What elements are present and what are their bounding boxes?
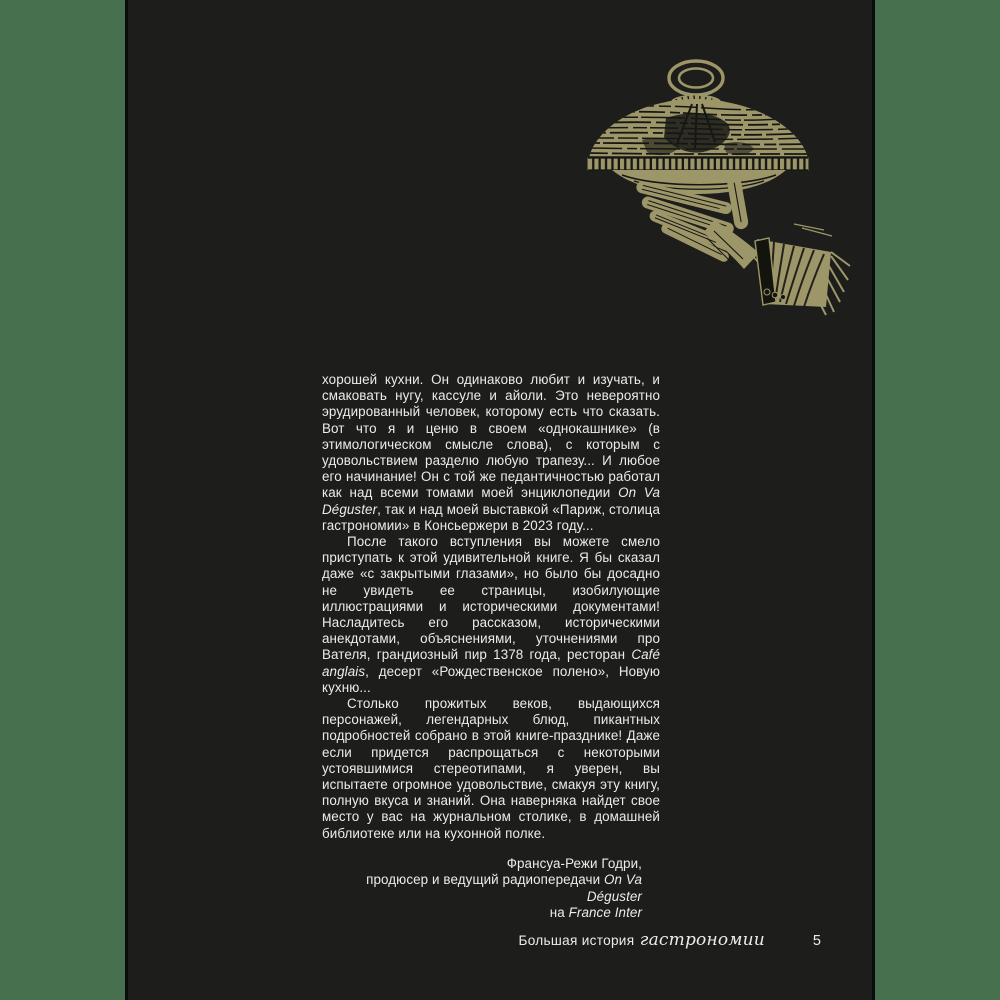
paragraph: После такого вступления вы можете смело приступать к этой удивительной книге. Я бы сказал даже «с закрытыми глазами», но было бы досадно не увидеть ее страницы, изобилующие иллюстрациями и историческими документами! Насладитесь его рассказом, историческими анекдотами, объяснениями, уточнениями про Вателя, грандиозный пир 1378 года, ресторан Café anglais, десерт «Рождественское полено», Новую кухню...	[322, 534, 660, 695]
signature-line: Франсуа-Режи Годри,	[506, 855, 642, 871]
running-title-italic: гастрономии	[639, 930, 765, 950]
signature-line: на France Inter	[549, 905, 642, 921]
book-page	[125, 0, 875, 1000]
page-footer	[128, 930, 821, 950]
illustration-container	[574, 52, 852, 318]
running-title-regular: Большая история	[518, 933, 635, 948]
running-title	[519, 930, 765, 950]
signature	[322, 856, 660, 922]
body-text	[322, 372, 660, 922]
hand-with-cloche-illustration-icon	[574, 52, 852, 318]
paragraph: Столько прожитых веков, выдающихся персонажей, легендарных блюд, пикантных подробностей собрано в этой книге-празднике! Даже если придется распрощаться с некоторыми устоявшимися стереотипами, я уверен, вы испытаете огромное удовольствие, смакуя эту книгу, полную вкуса и знаний. Она наверняка найдет свое место у вас на журнальном столике, в домашней библиотеке или на кухонной полке.	[322, 696, 660, 841]
page-number: 5	[812, 933, 821, 949]
body-paragraphs	[322, 372, 660, 842]
paragraph: хорошей кухни. Он одинаково любит и изучать, и смаковать нугу, кассуле и айоли. Это невероятно эрудированный человек, которому есть что сказать. Вот что я и ценю в своем «однокашнике» (в этимологическом смысле слова), с которым с удовольствием разделю любую трапезу... И любое его начинание! Он с той же педантичностью работал как над всеми томами моей энциклопедии On Va Déguster, так и над моей выставкой «Париж, столица гастрономии» в Консьержери в 2023 году...	[322, 372, 660, 533]
signature-line: продюсер и ведущий радиопередачи On Va Déguster	[366, 872, 642, 904]
